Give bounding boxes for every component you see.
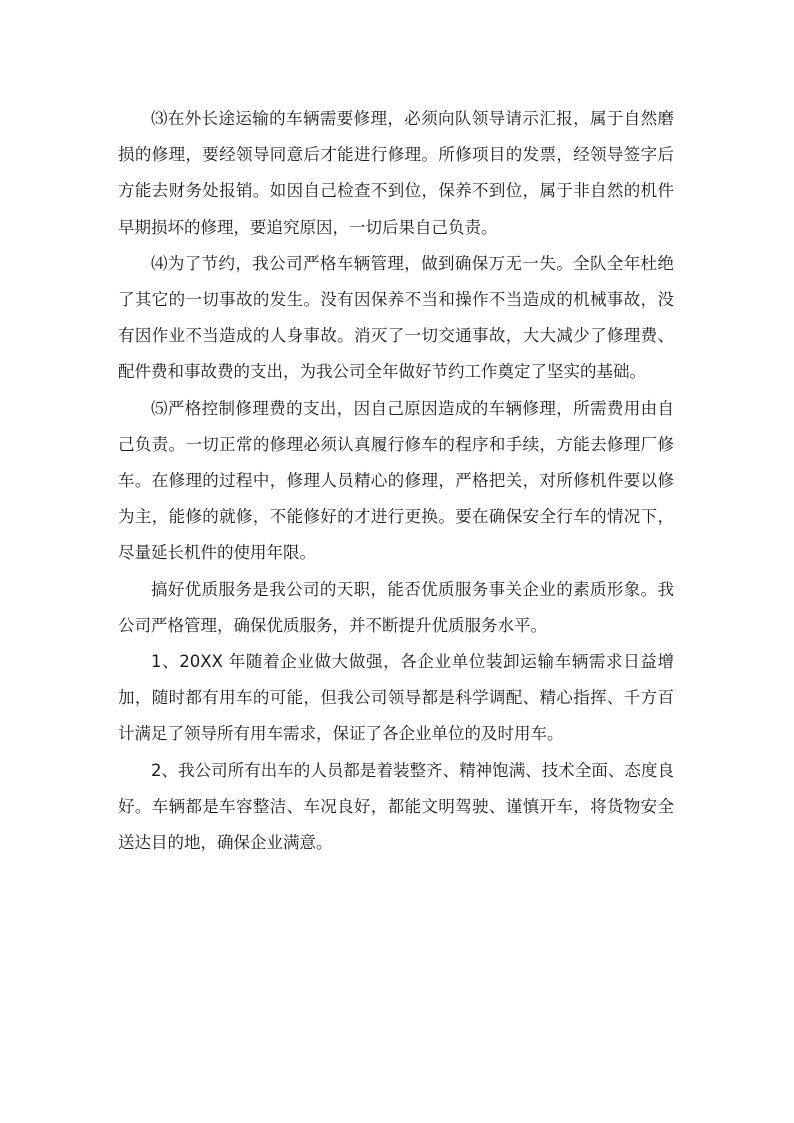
- paragraph-item-1: 1、20XX 年随着企业做大做强，各企业单位装卸运输车辆需求日益增加，随时都有用车的可能，但我公司领导都是科学调配、精心指挥、千方百计满足了领导所有用车需求，保证了各企业单位的及时用车。: [118, 652, 674, 744]
- paragraph-quality-service: 搞好优质服务是我公司的天职，能否优质服务事关企业的素质形象。我公司严格管理，确保优质服务，并不断提升优质服务水平。: [118, 579, 674, 635]
- paragraph-vehicle-repair-approval: ⑶在外长途运输的车辆需要修理，必须向队领导请示汇报，属于自然磨损的修理，要经领导同意后才能进行修理。所修项目的发票，经领导签字后方能去财务处报销。如因自己检查不到位，保养不到位，属于非自然的机件早期损坏的修理，要追究原因，一切后果自己负责。: [118, 109, 674, 237]
- paragraph-repair-cost-control: ⑸严格控制修理费的支出，因自己原因造成的车辆修理，所需费用由自己负责。一切正常的修理必须认真履行修车的程序和手续，方能去修理厂修车。在修理的过程中，修理人员精心的修理，严格把关，对所修机件要以修为主，能修的就修，不能修好的才进行更换。要在确保安全行车的情况下，尽量延长机件的使用年限。: [118, 398, 674, 563]
- document-body: [118, 101, 674, 861]
- paragraph-item-2: 2、我公司所有出车的人员都是着装整齐、精神饱满、技术全面、态度良好。车辆都是车容整洁、车况良好，都能文明驾驶、谨慎开车，将货物安全送达目的地，确保企业满意。: [118, 760, 674, 853]
- paragraph-savings-safety: ⑷为了节约，我公司严格车辆管理，做到确保万无一失。全队全年杜绝了其它的一切事故的发生。没有因保养不当和操作不当造成的机械事故，没有因作业不当造成的人身事故。消灭了一切交通事故，大大减少了修理费、配件费和事故费的支出，为我公司全年做好节约工作奠定了坚实的基础。: [118, 253, 674, 382]
